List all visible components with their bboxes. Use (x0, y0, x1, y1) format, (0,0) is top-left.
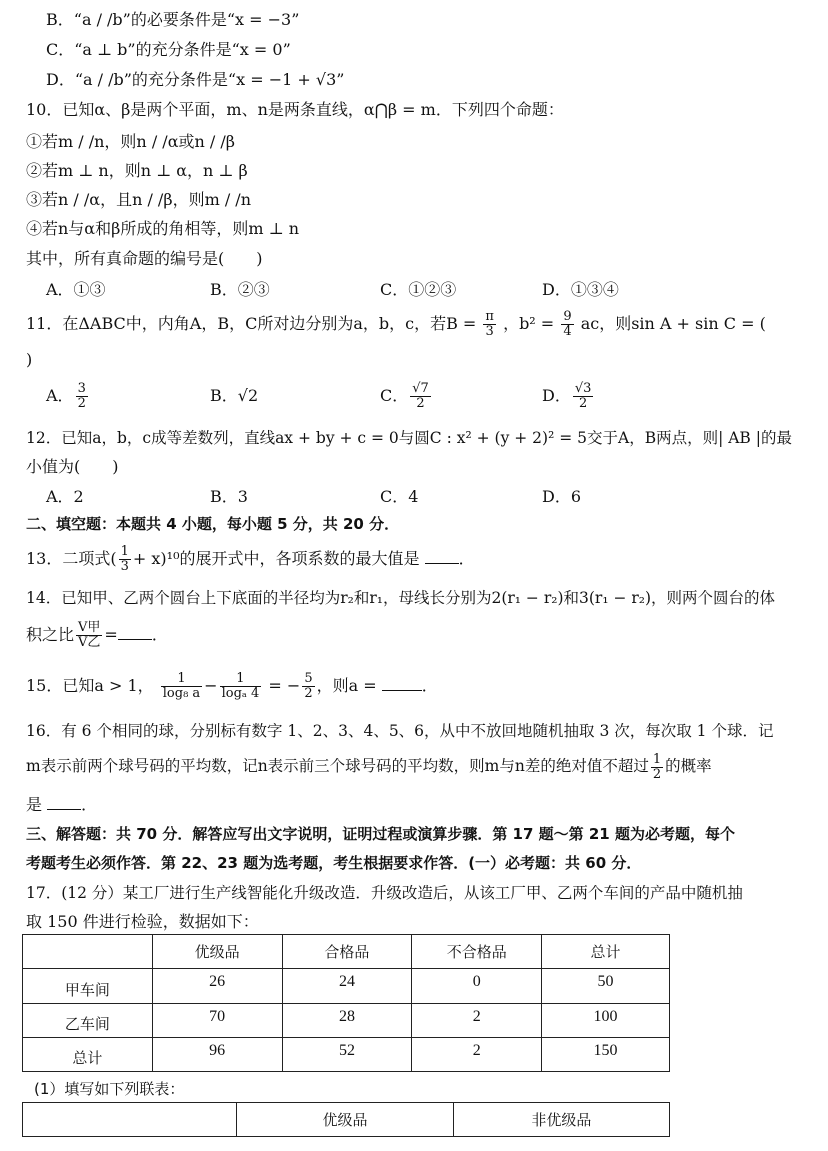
table-header-row (23, 935, 670, 969)
table-row (23, 1038, 670, 1072)
table-cell: 26 (152, 969, 282, 1004)
q15-f1-den: log₈ a (162, 686, 201, 701)
q11-option-c (380, 378, 433, 414)
table-cell: 28 (282, 1004, 412, 1038)
q12-line-1: 12．已知a，b，c成等差数列，直线ax + by + c = 0与圆C : x² + (y + 2)² = 5交于A，B两点，则| AB |的最 (26, 429, 792, 447)
q15-end: ． (421, 676, 438, 695)
q16-line-3 (26, 794, 97, 816)
section-3-heading-line-1: 三、解答题：共 70 分．解答应写出文字说明，证明过程或演算步骤．第 17 题～第 21 题为必考题，每个 (26, 825, 735, 843)
q11-b2-den: 4 (563, 324, 572, 339)
q14-post: = (104, 625, 118, 644)
q14-answer-blank (118, 625, 152, 640)
q12-option-b: B．3 (210, 487, 248, 506)
section-3-heading-line-2: 考题考生必须作答．第 22、23 题为选考题，考生根据要求作答．(一）必考题：共 60 分． (26, 854, 642, 872)
q15-f2-num: 1 (220, 672, 262, 687)
q11-stem (26, 308, 766, 340)
table-row-label: 甲车间 (23, 969, 153, 1004)
q16-num: 1 (652, 751, 662, 767)
q11-option-c-label: C． (380, 386, 409, 405)
q11-option-a-num: 3 (77, 381, 86, 396)
q14-end: ． (151, 625, 168, 644)
q11-option-a-label: A． (46, 386, 74, 405)
table-cell: 24 (282, 969, 412, 1004)
q17-line-1: 17．(12 分）某工厂进行生产线智能化升级改造．升级改造后，从该工厂甲、乙两个车间的产品中随机抽 (26, 884, 743, 902)
q11-b-fraction (483, 310, 496, 339)
table-header-cell: 不合格品 (412, 935, 542, 969)
q13-end: ． (458, 549, 475, 568)
q17-contingency-table (22, 1102, 670, 1137)
q11-b-num: π (485, 309, 494, 324)
q15-answer-blank (382, 676, 422, 691)
table-cell: 2 (412, 1004, 542, 1038)
q15-f1-num: 1 (161, 672, 202, 687)
table-row (23, 1004, 670, 1038)
q11-stem-a: 11．在ΔABC中，内角A，B，C所对边分别为a，b，c，若B = (26, 314, 477, 333)
q13 (26, 542, 475, 576)
q12-option-d: D．6 (542, 487, 582, 506)
q15-eq: = − (268, 676, 301, 695)
q10-proposition-1: ①若m / /n，则n / /α或n / /β (26, 132, 236, 151)
contingency-header-cell: 优级品 (237, 1103, 453, 1137)
q11-option-b (210, 378, 258, 414)
q10-stem: 10．已知α、β是两个平面，m、n是两条直线，α⋂β = m．下列四个命题： (26, 100, 564, 119)
q11-option-a (46, 378, 90, 414)
q16-line-2b: 的概率 (665, 757, 712, 775)
q10-proposition-2: ②若m ⊥ n，则n ⊥ α，n ⊥ β (26, 161, 248, 180)
q16-line-2a: m表示前两个球号码的平均数，记n表示前三个球号码的平均数，则m与n差的绝对值不超过 (26, 757, 649, 775)
q11-stem-c: ac，则sin A + sin C = ( (580, 314, 766, 333)
section-2-heading: 二、填空题：本题共 4 小题，每小题 5 分，共 20 分． (26, 515, 400, 533)
contingency-header-cell (23, 1103, 237, 1137)
q11-option-b-value: √2 (237, 386, 259, 405)
table-cell: 96 (152, 1038, 282, 1072)
q9-option-b: B．“a / /b”的必要条件是“x = −3” (46, 10, 300, 29)
q11-option-c-den: 2 (416, 396, 425, 411)
table-cell: 50 (542, 969, 670, 1004)
q13-den: 3 (120, 559, 129, 574)
q15-f3-num: 5 (304, 671, 313, 686)
q10-question: 其中，所有真命题的编号是( ) (26, 249, 263, 268)
q11-stem-b: ，b² = (503, 314, 555, 333)
contingency-header-cell: 非优级品 (453, 1103, 669, 1137)
q15 (26, 666, 438, 706)
q13-answer-blank (425, 549, 459, 564)
table-row (23, 969, 670, 1004)
q14-pre: 积之比 (26, 625, 75, 644)
table-header-cell: 合格品 (282, 935, 412, 969)
q11-option-a-den: 2 (77, 396, 86, 411)
q15-pre: 15．已知a > 1， (26, 676, 154, 695)
table-cell: 0 (412, 969, 542, 1004)
table-header-cell (23, 935, 153, 969)
q14-line-2 (26, 617, 168, 653)
table-header-cell: 总计 (542, 935, 670, 969)
q12-option-c: C．4 (380, 487, 419, 506)
q17-data-table (22, 934, 670, 1072)
q14-den: V乙 (78, 635, 101, 650)
q10-proposition-4: ④若n与α和β所成的角相等，则m ⊥ n (26, 219, 300, 238)
q16-den: 2 (652, 766, 662, 782)
q15-post: ，则a = (316, 676, 377, 695)
contingency-header-row (23, 1103, 670, 1137)
q10-proposition-3: ③若n / /α，且n / /β，则m / /n (26, 190, 252, 209)
q11-option-c-num: √7 (412, 381, 429, 396)
q16-answer-blank (47, 795, 81, 810)
q12-option-a: A．2 (46, 487, 84, 506)
table-row-label: 总计 (23, 1038, 153, 1072)
q12-line-2: 小值为( ) (26, 457, 119, 476)
q16-line-1: 16．有 6 个相同的球，分别标有数字 1、2、3、4、5、6，从中不放回地随机抽取 3 次，每次取 1 个球．记 (26, 722, 774, 740)
q11-b2-num: 9 (563, 309, 572, 324)
q17-sub-question-1: (1）填写如下列联表： (34, 1080, 185, 1098)
q11-stem-end: ) (26, 350, 33, 369)
q13-post: + x)¹⁰的展开式中，各项系数的最大值是 (132, 549, 420, 568)
q10-option-b: B．②③ (210, 280, 270, 299)
q16-line-2 (26, 748, 712, 784)
q9-option-c: C．“a ⊥ b”的充分条件是“x = 0” (46, 40, 291, 59)
q10-option-d: D．①③④ (542, 280, 619, 299)
q13-num: 1 (120, 544, 129, 559)
q11-b-den: 3 (485, 324, 494, 339)
table-cell: 2 (412, 1038, 542, 1072)
q11-option-d-label: D． (542, 386, 571, 405)
q13-pre: 13．二项式( (26, 549, 117, 568)
table-cell: 70 (152, 1004, 282, 1038)
q15-f2-den: logₐ 4 (221, 686, 260, 701)
q11-b2-fraction (561, 310, 573, 339)
table-cell: 150 (542, 1038, 670, 1072)
q16-end: ． (81, 795, 98, 814)
q15-f3-den: 2 (304, 686, 313, 701)
q10-option-a: A．①③ (46, 280, 106, 299)
q14-line-1: 14．已知甲、乙两个圆台上下底面的半径均为r₂和r₁，母线长分别为2(r₁ − r₂)和3(r₁ − r₂)，则两个圆台的体 (26, 589, 776, 607)
table-row-label: 乙车间 (23, 1004, 153, 1038)
q11-option-b-label: B． (210, 386, 238, 405)
table-cell: 52 (282, 1038, 412, 1072)
q9-option-d: D．“a / /b”的充分条件是“x = −1 + √3” (46, 70, 345, 89)
q15-minus: − (204, 676, 218, 695)
table-header-cell: 优级品 (152, 935, 282, 969)
q11-option-d-den: 2 (578, 396, 588, 411)
q11-option-d-num: √3 (574, 381, 592, 396)
table-cell: 100 (542, 1004, 670, 1038)
q14-num: V甲 (78, 620, 101, 635)
q17-line-2: 取 150 件进行检验，数据如下： (26, 912, 259, 931)
q10-option-c: C．①②③ (380, 280, 457, 299)
q11-option-d (542, 378, 595, 414)
q16-line-3-text: 是 (26, 795, 43, 814)
